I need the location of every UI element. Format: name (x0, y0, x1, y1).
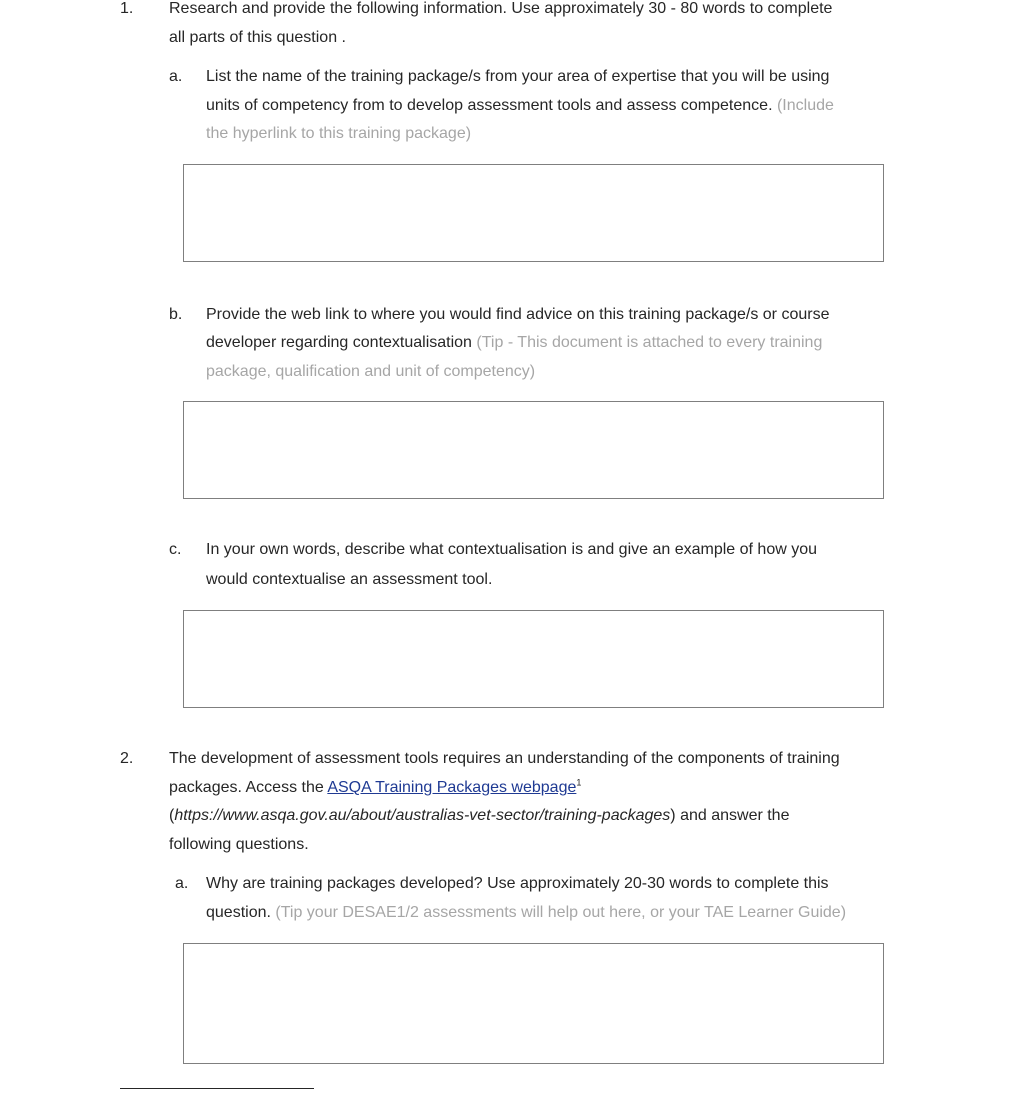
q1c-text-line1: In your own words, describe what contextualisation is and give an example of how you (206, 541, 818, 558)
q2-text-line3 (169, 801, 789, 830)
q2-text-pre: packages. Access the (169, 779, 328, 796)
q1b-text: developer regarding contextualisation (206, 334, 477, 351)
q1c-answer-box[interactable] (183, 610, 884, 708)
q2a-answer-box[interactable] (183, 943, 884, 1064)
q2-number: 2. (120, 750, 134, 767)
asqa-training-packages-link[interactable]: ASQA Training Packages webpage (327, 779, 577, 796)
footnote-ref[interactable]: 1 (576, 777, 582, 788)
q2-text-line2 (169, 773, 581, 802)
q1a-text-line1: List the name of the training package/s from your area of expertise that you will be using (206, 68, 830, 85)
q2a-label: a. (175, 875, 189, 892)
q1a-tip: (Include (776, 97, 834, 114)
q2-paren-open: ( (169, 807, 175, 824)
q1-number: 1. (120, 0, 134, 17)
q2a-tip: (Tip your DESAE1/2 assessments will help out here, or your TAE Learner Guide) (275, 904, 847, 921)
q1b-tip: (Tip - This document is attached to every training (476, 334, 823, 351)
q2a-text-line2 (206, 898, 846, 927)
footnote-separator (120, 1088, 314, 1089)
q1b-tip-line3: package, qualification and unit of competency) (206, 363, 536, 380)
q2-text-line1: The development of assessment tools requires an understanding of the components of training (169, 750, 840, 767)
q1a-answer-box[interactable] (183, 164, 884, 262)
q1b-text-line2 (206, 328, 822, 357)
q1c-label: c. (169, 541, 182, 558)
q2-text-rest: ) and answer the (670, 807, 790, 824)
q1a-tip-line3: the hyperlink to this training package) (206, 125, 472, 142)
q2a-text: question. (206, 904, 276, 921)
q1b-text-line1: Provide the web link to where you would find advice on this training package/s or course (206, 306, 830, 323)
asqa-url: https://www.asqa.gov.au/about/australias-vet-sector/training-packages (174, 807, 671, 824)
q1a-text: units of competency from to develop assessment tools and assess competence. (206, 97, 777, 114)
q2-text-line4: following questions. (169, 836, 309, 853)
q1b-answer-box[interactable] (183, 401, 884, 499)
q2a-text-line1: Why are training packages developed? Use approximately 20-30 words to complete this (206, 875, 829, 892)
q1-text-line1: Research and provide the following information. Use approximately 30 - 80 words to complete (169, 0, 833, 17)
q1c-text-line2: would contextualise an assessment tool. (206, 571, 493, 588)
q1-text-line2: all parts of this question . (169, 29, 346, 46)
q1a-label: a. (169, 68, 183, 85)
q1b-label: b. (169, 306, 183, 323)
q1a-text-line2 (206, 91, 834, 120)
